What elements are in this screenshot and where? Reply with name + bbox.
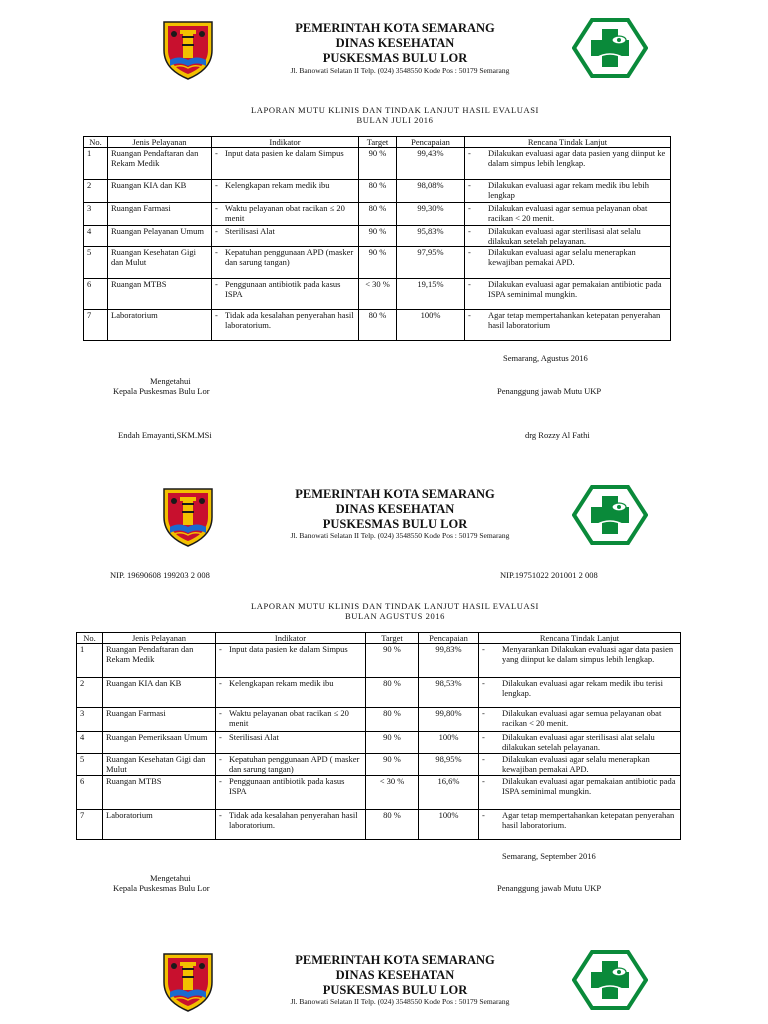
col-no: No. [84,137,108,148]
address: Jl. Banowati Selatan II Telp. (024) 3548550 Kode Pos : 50179 Semarang [290,997,510,1006]
row-no: 2 [77,678,103,708]
row-achievement: 100% [419,732,479,754]
table-header-row [77,633,681,644]
row-indicator: - Waktu pelayanan obat racikan ≤ 20 menit [216,708,366,732]
indicator-text: Kelengkapan rekam medik ibu [229,678,334,688]
row-plan: - Agar tetap mempertahankan ketepatan penyerahan hasil laboratorium [465,310,671,341]
row-plan: - Dilakukan evaluasi agar pemakaian antibiotic pada ISPA seminimal mungkin. [479,776,681,810]
clinic-name: PUSKESMAS BULU LOR [322,517,468,531]
row-plan: - Dilakukan evaluasi agar pemakaian antibiotic pada ISPA seminimal mungkin. [465,279,671,310]
row-indicator: - Tidak ada kesalahan penyerahan hasil laboratorium. [212,310,359,341]
plan-text: Dilakukan evaluasi agar sterilisasi alat selalu dilakukan setelah pelayanan. [488,226,641,246]
table-row [84,226,671,247]
row-achievement: 98,53% [419,678,479,708]
row-service: Ruangan Pemeriksaan Umum [103,732,216,754]
row-plan: - Dilakukan evaluasi agar semua pelayanan obat racikan < 20 menit. [465,203,671,226]
row-target: 90 % [366,754,419,776]
row-target: 90 % [366,644,419,678]
row-service: Ruangan Farmasi [108,203,212,226]
resp-name: drg Rozzy Al Fathi [525,430,590,440]
indicator-text: Penggunaan antibiotik pada kasus ISPA [229,776,345,796]
row-plan: - Dilakukan evaluasi agar rekam medik ibu lebih lengkap [465,180,671,203]
col-no: No. [77,633,103,644]
report-table [76,632,681,840]
indicator-text: Waktu pelayanan obat racikan ≤ 20 menit [225,203,345,223]
row-indicator: - Sterilisasi Alat [212,226,359,247]
resp-title: Penanggung jawab Mutu UKP [497,386,602,396]
table-row [84,180,671,203]
row-plan: - Dilakukan evaluasi agar rekam medik ibu terisi lengkap. [479,678,681,708]
col-plan: Rencana Tindak Lanjut [479,633,681,644]
row-indicator: - Kepatuhan penggunaan APD (masker dan sarung tangan) [212,247,359,279]
row-achievement: 97,95% [397,247,465,279]
gov-name: PEMERINTAH KOTA SEMARANG [295,21,495,35]
row-target: < 30 % [366,776,419,810]
row-plan: - Dilakukan evaluasi agar sterilisasi alat selalu dilakukan setelah pelayanan. [479,732,681,754]
dept-name: DINAS KESEHATAN [335,968,455,982]
report-title: LAPORAN MUTU KLINIS DAN TINDAK LANJUT HASIL EVALUASI [250,601,539,611]
row-no: 3 [84,203,108,226]
table-row [77,776,681,810]
plan-text: Dilakukan evaluasi agar rekam medik ibu terisi lengkap. [502,678,663,698]
row-achievement: 99,30% [397,203,465,226]
row-no: 6 [77,776,103,810]
row-achievement: 100% [419,810,479,840]
plan-text: Agar tetap mempertahankan ketepatan penyerahan hasil laboratorium [488,310,661,330]
row-no: 2 [84,180,108,203]
row-indicator: - Kelengkapan rekam medik ibu [216,678,366,708]
indicator-text: Tidak ada kesalahan penyerahan hasil laboratorium. [229,810,358,830]
place-date: Semarang, Agustus 2016 [503,353,588,363]
indicator-text: Tidak ada kesalahan penyerahan hasil laboratorium. [225,310,354,330]
plan-text: Dilakukan evaluasi agar pemakaian antibiotic pada ISPA seminimal mungkin. [502,776,676,796]
row-service: Ruangan Pelayanan Umum [108,226,212,247]
table-row [84,247,671,279]
row-service: Laboratorium [103,810,216,840]
indicator-text: Input data pasien ke dalam Simpus [229,644,348,654]
address: Jl. Banowati Selatan II Telp. (024) 3548550 Kode Pos : 50179 Semarang [290,531,510,540]
row-indicator: - Sterilisasi Alat [216,732,366,754]
row-achievement: 100% [397,310,465,341]
row-service: Ruangan Kesehatan Gigi dan Mulut [103,754,216,776]
row-achievement: 19,15% [397,279,465,310]
table-row [84,148,671,180]
plan-text: Dilakukan evaluasi agar selalu menerapkan kewajiban pemakai APD. [502,754,650,774]
row-no: 4 [77,732,103,754]
row-indicator: - Penggunaan antibiotik pada kasus ISPA [212,279,359,310]
indicator-text: Input data pasien ke dalam Simpus [225,148,344,158]
table-row [84,203,671,226]
row-target: 80 % [359,310,397,341]
row-achievement: 98,08% [397,180,465,203]
row-target: 80 % [366,708,419,732]
row-plan: - Dilakukan evaluasi agar data pasien yang diinput ke dalam simpus lebih lengkap. [465,148,671,180]
row-plan: - Dilakukan evaluasi agar sterilisasi alat selalu dilakukan setelah pelayanan. [465,226,671,247]
row-indicator: - Waktu pelayanan obat racikan ≤ 20 menit [212,203,359,226]
plan-text: Dilakukan evaluasi agar selalu menerapkan kewajiban pemakai APD. [488,247,636,267]
row-plan: - Menyarankan Dilakukan evaluasi agar data pasien yang diinput ke dalam simpus lebih lengkap. [479,644,681,678]
row-service: Ruangan Pendaftaran dan Rekam Medik [103,644,216,678]
row-plan: - Dilakukan evaluasi agar selalu menerapkan kewajiban pemakai APD. [479,754,681,776]
address: Jl. Banowati Selatan II Telp. (024) 3548550 Kode Pos : 50179 Semarang [290,66,510,75]
row-achievement: 16,6% [419,776,479,810]
table-row [84,310,671,341]
resp-nip: NIP.19751022 201001 2 008 [500,570,598,580]
plan-text: Dilakukan evaluasi agar rekam medik ibu lebih lengkap [488,180,649,200]
head-name: Endah Emayanti,SKM.MSi [118,430,212,440]
clinic-name: PUSKESMAS BULU LOR [322,51,468,65]
gov-name: PEMERINTAH KOTA SEMARANG [295,953,495,967]
plan-text: Dilakukan evaluasi agar sterilisasi alat selalu dilakukan setelah pelayanan. [502,732,655,752]
row-no: 7 [84,310,108,341]
row-target: 80 % [366,678,419,708]
place-date: Semarang, September 2016 [502,851,596,861]
row-service: Ruangan Kesehatan Gigi dan Mulut [108,247,212,279]
col-indicator: Indikator [216,633,366,644]
table-row [77,732,681,754]
col-target: Target [366,633,419,644]
row-no: 5 [77,754,103,776]
row-indicator: - Input data pasien ke dalam Simpus [216,644,366,678]
row-indicator: - Penggunaan antibiotik pada kasus ISPA [216,776,366,810]
indicator-text: Waktu pelayanan obat racikan ≤ 20 menit [229,708,349,728]
table-row [84,279,671,310]
plan-text: Dilakukan evaluasi agar pemakaian antibiotic pada ISPA seminimal mungkin. [488,279,662,299]
row-achievement: 98,95% [419,754,479,776]
col-service: Jenis Pelayanan [103,633,216,644]
col-indicator: Indikator [212,137,359,148]
plan-text: Dilakukan evaluasi agar semua pelayanan obat racikan < 20 menit. [502,708,662,728]
gov-name: PEMERINTAH KOTA SEMARANG [295,487,495,501]
row-target: 90 % [359,247,397,279]
row-no: 6 [84,279,108,310]
col-service: Jenis Pelayanan [108,137,212,148]
row-no: 3 [77,708,103,732]
row-target: 80 % [359,203,397,226]
row-service: Laboratorium [108,310,212,341]
plan-text: Menyarankan Dilakukan evaluasi agar data pasien yang diinput ke dalam simpus lebih lengkap. [502,644,674,664]
head-title: Kepala Puskesmas Bulu Lor [113,883,210,893]
head-title: Kepala Puskesmas Bulu Lor [113,386,210,396]
report-table [83,136,671,341]
row-indicator: - Kelengkapan rekam medik ibu [212,180,359,203]
row-achievement: 95,83% [397,226,465,247]
row-indicator: - Tidak ada kesalahan penyerahan hasil laboratorium. [216,810,366,840]
row-no: 1 [84,148,108,180]
report-period: BULAN AGUSTUS 2016 [344,611,446,621]
table-row [77,644,681,678]
col-achievement: Pencapaian [397,137,465,148]
row-target: 90 % [366,732,419,754]
col-plan: Rencana Tindak Lanjut [465,137,671,148]
row-target: 80 % [366,810,419,840]
clinic-name: PUSKESMAS BULU LOR [322,983,468,997]
row-service: Ruangan Pendaftaran dan Rekam Medik [108,148,212,180]
row-service: Ruangan KIA dan KB [103,678,216,708]
row-service: Ruangan Farmasi [103,708,216,732]
row-no: 7 [77,810,103,840]
table-row [77,708,681,732]
row-achievement: 99,83% [419,644,479,678]
report-period: BULAN JULI 2016 [356,115,434,125]
indicator-text: Kelengkapan rekam medik ibu [225,180,330,190]
indicator-text: Kepatuhan penggunaan APD (masker dan sarung tangan) [225,247,354,267]
known-by-label: Mengetahui [150,376,191,386]
row-plan: - Dilakukan evaluasi agar selalu menerapkan kewajiban pemakai APD. [465,247,671,279]
row-no: 5 [84,247,108,279]
indicator-text: Sterilisasi Alat [229,732,279,742]
table-row [77,678,681,708]
row-no: 1 [77,644,103,678]
resp-title: Penanggung jawab Mutu UKP [497,883,602,893]
indicator-text: Sterilisasi Alat [225,226,275,236]
row-plan: - Dilakukan evaluasi agar semua pelayanan obat racikan < 20 menit. [479,708,681,732]
dept-name: DINAS KESEHATAN [335,502,455,516]
row-no: 4 [84,226,108,247]
plan-text: Dilakukan evaluasi agar data pasien yang diinput ke dalam simpus lebih lengkap. [488,148,666,168]
row-target: 90 % [359,148,397,180]
table-row [77,810,681,840]
row-achievement: 99,43% [397,148,465,180]
plan-text: Agar tetap mempertahankan ketepatan penyerahan hasil laboratorium. [502,810,675,830]
row-indicator: - Kepatuhan penggunaan APD ( masker dan sarung tangan) [216,754,366,776]
known-by-label: Mengetahui [150,873,191,883]
col-target: Target [359,137,397,148]
indicator-text: Kepatuhan penggunaan APD ( masker dan sarung tangan) [229,754,360,774]
row-target: < 30 % [359,279,397,310]
dept-name: DINAS KESEHATAN [335,36,455,50]
row-achievement: 99,80% [419,708,479,732]
table-header-row [84,137,671,148]
indicator-text: Penggunaan antibiotik pada kasus ISPA [225,279,341,299]
row-target: 80 % [359,180,397,203]
col-achievement: Pencapaian [419,633,479,644]
row-service: Ruangan KIA dan KB [108,180,212,203]
table-row [77,754,681,776]
row-service: Ruangan MTBS [103,776,216,810]
plan-text: Dilakukan evaluasi agar semua pelayanan obat racikan < 20 menit. [488,203,648,223]
head-nip: NIP. 19690608 199203 2 008 [110,570,210,580]
report-title: LAPORAN MUTU KLINIS DAN TINDAK LANJUT HASIL EVALUASI [250,105,539,115]
row-indicator: - Input data pasien ke dalam Simpus [212,148,359,180]
row-target: 90 % [359,226,397,247]
row-plan: - Agar tetap mempertahankan ketepatan penyerahan hasil laboratorium. [479,810,681,840]
row-service: Ruangan MTBS [108,279,212,310]
